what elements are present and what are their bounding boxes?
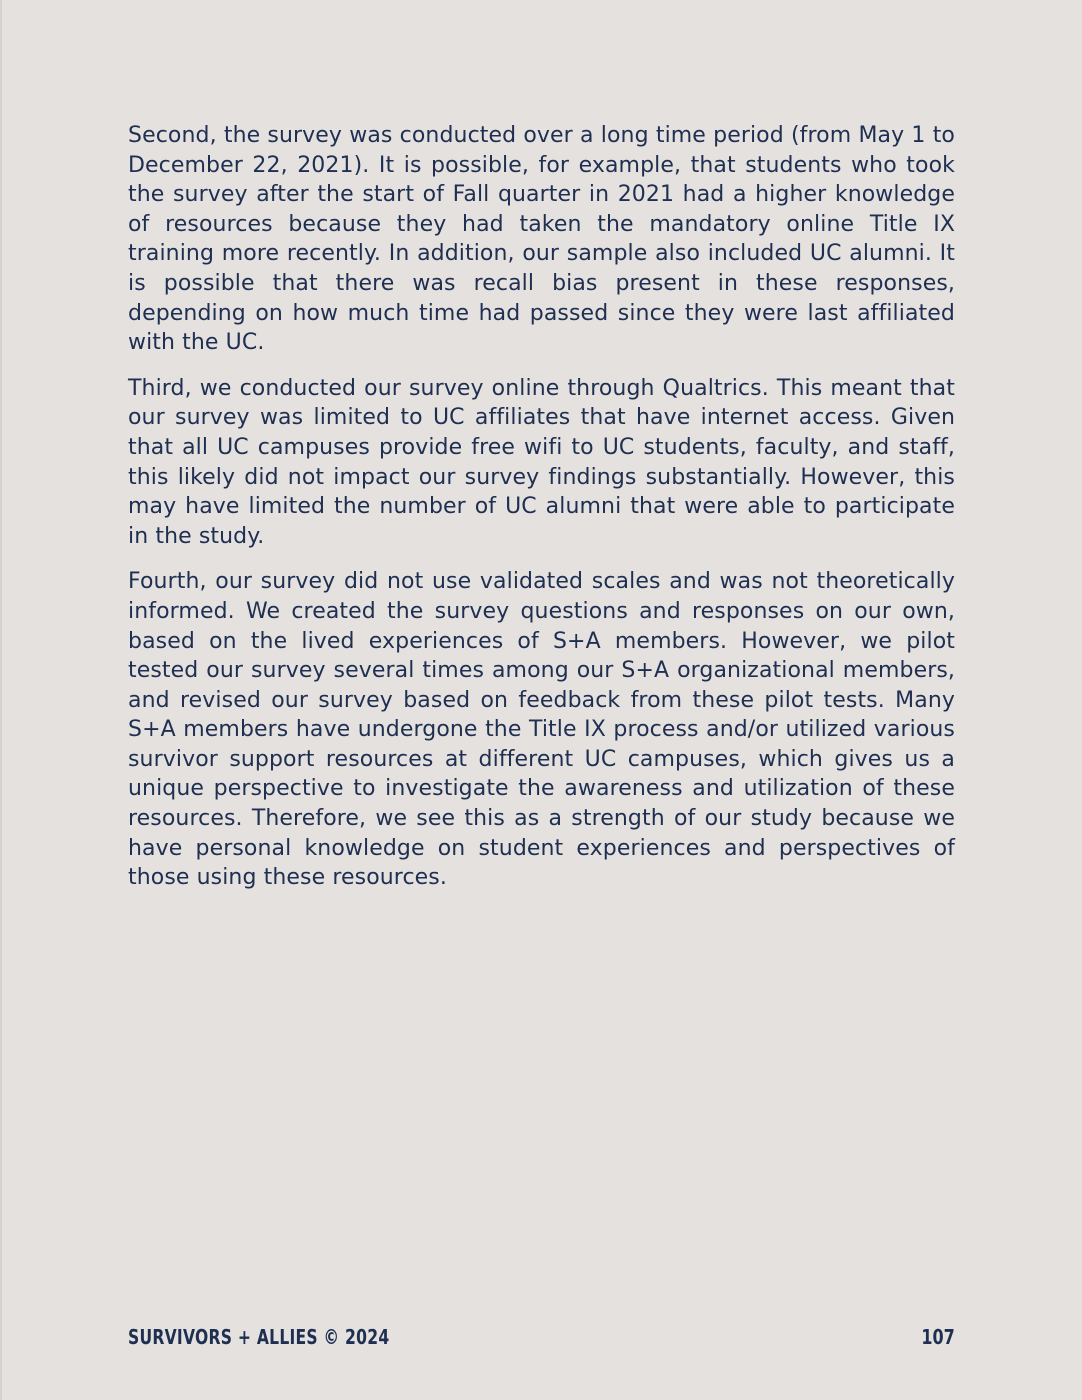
paragraph-fourth-limitation: Fourth, our survey did not use validated scales and was not theoretically informed. We created the survey questions and responses on our own, based on the lived experiences of S+A members. However, we pilot tested our survey several times among our S+A organizational members, and revised our survey based on feedback from these pilot tests. Many S+A members have undergone the Title IX process and/or utilized various survivor support resources at different UC campuses, which gives us a unique perspective to investigate the awareness and utilization of these resources. Therefore, we see this as a strength of our study because we have personal knowledge on student experiences and perspectives of those using these resources.	[128, 569, 955, 891]
page-number: 107	[921, 1325, 955, 1349]
footer-credit: SURVIVORS + ALLIES © 2024	[128, 1325, 390, 1349]
paragraph-third-limitation: Third, we conducted our survey online through Qualtrics. This meant that our survey was limited to UC affiliates that have internet access. Given that all UC campuses provide free wifi to UC students, faculty, and staff, this likely did not impact our survey findings substantially. However, this may have limited the number of UC alumni that were able to participate in the study.	[128, 375, 955, 549]
page-footer	[128, 1322, 955, 1352]
body-text	[128, 121, 955, 909]
page-edge	[0, 0, 2, 1400]
paragraph-second-limitation: Second, the survey was conducted over a long time period (from May 1 to December 22, 2021). It is possible, for example, that students who took the survey after the start of Fall quarter in 2021 had a higher knowledge of resources because they had taken the mandatory online Title IX training more recently. In addition, our sample also included UC alumni. It is possible that there was recall bias present in these responses, depending on how much time had passed since they were last affiliated with the UC.	[128, 123, 955, 356]
